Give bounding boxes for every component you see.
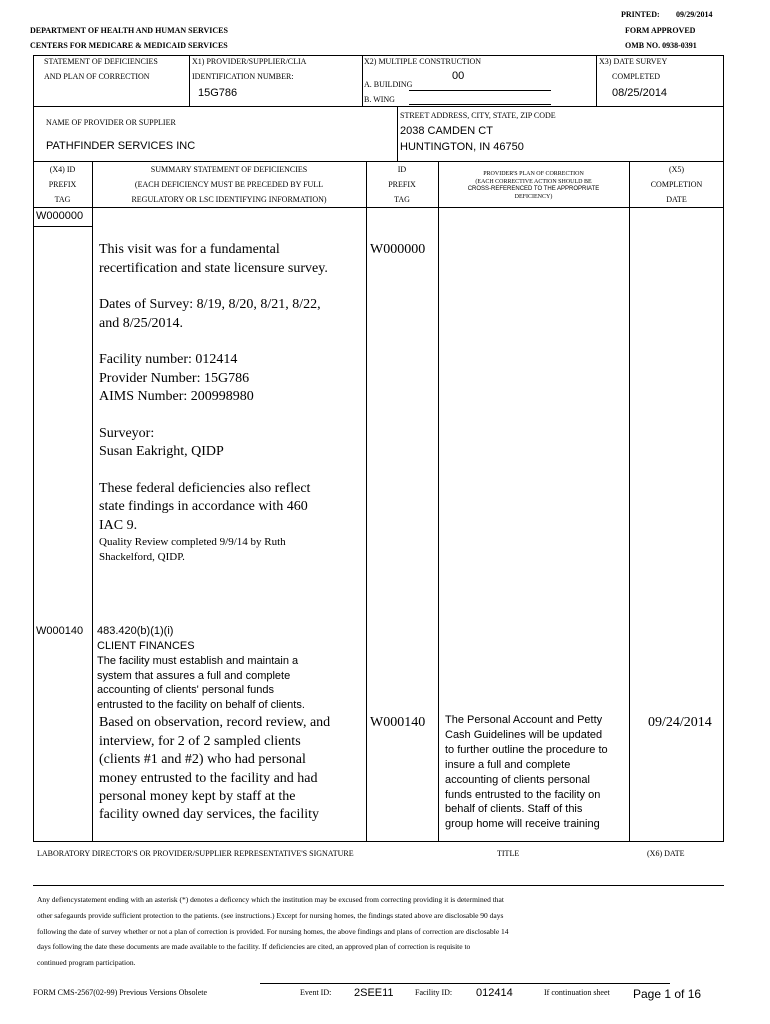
rule (33, 885, 724, 886)
observation-line-5: personal money kept by staff at the (99, 789, 296, 804)
col-summary-2: (EACH DEFICIENCY MUST BE PRECEDED BY FULL (134, 180, 324, 189)
tag-w000140: W000140 (36, 625, 84, 637)
form-id: FORM CMS-2567(02-99) Previous Versions Obsolete (33, 988, 208, 997)
omb-number: OMB NO. 0938-0391 (625, 41, 697, 50)
tag-w000140-right: W000140 (370, 715, 426, 730)
printed-label: PRINTED: (621, 10, 660, 19)
regulation-title: CLIENT FINANCES (97, 640, 195, 652)
quality-line-1: Quality Review completed 9/9/14 by Ruth (99, 536, 286, 548)
tag-w000000: W000000 (36, 210, 84, 222)
wing-label: B. WING (364, 95, 395, 104)
plan-line-6: funds entrusted to the facility on (445, 789, 601, 801)
col-id-1: ID (397, 165, 407, 174)
visit-line-1: This visit was for a fundamental (99, 242, 280, 257)
regulation-line-2: system that assures a full and complete (97, 670, 291, 682)
col-id-2: PREFIX (388, 180, 416, 189)
plan-line-2: Cash Guidelines will be updated (445, 729, 603, 741)
col-summary-1: SUMMARY STATEMENT OF DEFICIENCIES (150, 165, 308, 174)
tag-w000000-right: W000000 (370, 242, 426, 257)
rule (409, 90, 551, 91)
disclaimer-line-5: continued program participation. (37, 958, 136, 967)
x2-label: X2) MULTIPLE CONSTRUCTION (364, 57, 482, 66)
statement-label-2: AND PLAN OF CORRECTION (44, 72, 150, 81)
continuation-label: If continuation sheet (544, 988, 610, 997)
rule (596, 55, 597, 106)
col-plan-3: CROSS-REFERENCED TO THE APPROPRIATE (467, 186, 600, 192)
facility-id-label: Facility ID: (415, 988, 453, 997)
plan-line-7: behalf of clients. Staff of this (445, 803, 583, 815)
regulation-line-3: accounting of clients' personal funds (97, 684, 274, 696)
rule (33, 207, 724, 208)
address-line-2: HUNTINGTON, IN 46750 (400, 141, 524, 153)
rule (33, 161, 724, 162)
surveyor-name: Susan Eakright, QIDP (99, 444, 224, 459)
rule (33, 841, 724, 842)
x1-label: X1) PROVIDER/SUPPLIER/CLIA (192, 57, 307, 66)
date-label: (X6) DATE (647, 849, 685, 858)
disclaimer-line-4: days following the date these documents are made available to the facility. If deficiencies are cited, an approved plan of correction is requisite to (37, 942, 471, 951)
dates-line-2: and 8/25/2014. (99, 316, 183, 331)
survey-date: 08/25/2014 (612, 87, 668, 99)
quality-line-2: Shackelford, QIDP. (99, 551, 185, 563)
rule (438, 161, 439, 842)
plan-line-4: insure a full and complete (445, 759, 571, 771)
rule (260, 983, 670, 984)
regulation-line-4: entrusted to the facility on behalf of clients. (97, 699, 305, 711)
col-plan-2: (EACH CORRECTIVE ACTION SHOULD BE (475, 179, 592, 185)
centers-name: CENTERS FOR MEDICARE & MEDICAID SERVICES (30, 41, 228, 50)
federal-line-1: These federal deficiencies also reflect (99, 481, 311, 496)
form-approved: FORM APPROVED (625, 26, 696, 35)
federal-line-2: state findings in accordance with 460 (99, 499, 308, 514)
disclaimer-line-3: following the date of survey whether or not a plan of correction is provided. For nursing homes, the above findings and plans of correction are disclosable 14 (37, 927, 509, 936)
observation-line-3: (clients #1 and #2) who had personal (99, 752, 306, 767)
rule (366, 161, 367, 842)
surveyor-label: Surveyor: (99, 426, 155, 441)
federal-line-3: IAC 9. (99, 518, 138, 533)
rule (92, 161, 93, 842)
rule (33, 226, 92, 227)
regulation-number: 483.420(b)(1)(i) (97, 625, 174, 637)
col-x4-3: TAG (54, 195, 71, 204)
rule (629, 161, 630, 842)
provider-id: 15G786 (198, 87, 238, 99)
rule (33, 55, 724, 56)
observation-line-4: money entrusted to the facility and had (99, 771, 318, 786)
col-id-3: TAG (394, 195, 410, 204)
col-x5-1: (X5) (668, 165, 685, 174)
rule (33, 106, 724, 107)
provider-number: Provider Number: 15G786 (99, 371, 250, 386)
address-line-1: 2038 CAMDEN CT (400, 125, 493, 137)
provider-name: PATHFINDER SERVICES INC (46, 140, 196, 152)
event-id-label: Event ID: (300, 988, 332, 997)
building-value: 00 (452, 70, 465, 82)
signature-label: LABORATORY DIRECTOR'S OR PROVIDER/SUPPLIER REPRESENTATIVE'S SIGNATURE (37, 849, 354, 858)
rule (397, 106, 398, 161)
visit-line-2: recertification and state licensure survey. (99, 261, 328, 276)
col-x4-2: PREFIX (48, 180, 77, 189)
disclaimer-line-1: Any defiencystatement ending with an asterisk (*) denotes a deficency which the institution may be excused from correcting providing it is determined that (37, 895, 504, 904)
agency-name: DEPARTMENT OF HEALTH AND HUMAN SERVICES (30, 26, 228, 35)
observation-line-6: facility owned day services, the facility (99, 807, 320, 822)
dates-line-1: Dates of Survey: 8/19, 8/20, 8/21, 8/22, (99, 297, 321, 312)
col-summary-3: REGULATORY OR LSC IDENTIFYING INFORMATION) (131, 195, 327, 204)
plan-line-1: The Personal Account and Petty (445, 714, 603, 726)
address-label: STREET ADDRESS, CITY, STATE, ZIP CODE (400, 111, 556, 120)
aims-number: AIMS Number: 200998980 (99, 389, 254, 404)
printed-date: 09/29/2014 (676, 10, 713, 19)
observation-line-2: interview, for 2 of 2 sampled clients (99, 734, 301, 749)
observation-line-1: Based on observation, record review, and (99, 715, 331, 730)
col-x4-1: (X4) ID (49, 165, 76, 174)
facility-number: Facility number: 012414 (99, 352, 238, 367)
col-plan-1: PROVIDER'S PLAN OF CORRECTION (483, 171, 584, 177)
building-label: A. BUILDING (364, 80, 413, 89)
rule (409, 104, 551, 105)
provider-name-label: NAME OF PROVIDER OR SUPPLIER (46, 118, 176, 127)
x1-label-2: IDENTIFICATION NUMBER: (192, 72, 294, 81)
title-label: TITLE (497, 849, 520, 858)
col-x5-3: DATE (666, 195, 687, 204)
rule (189, 55, 190, 106)
regulation-line-1: The facility must establish and maintain a (97, 655, 299, 667)
statement-label: STATEMENT OF DEFICIENCIES (44, 57, 158, 66)
x3-label: X3) DATE SURVEY (599, 57, 668, 66)
plan-line-3: to further outline the procedure to (445, 744, 608, 756)
disclaimer-line-2: other safegaurds provide sufficient protection to the patients. (see instructions.) Except for nursing homes, the findings stated above are disclosable 90 days (37, 911, 504, 920)
x3-label-2: COMPLETED (612, 72, 660, 81)
completion-date: 09/24/2014 (648, 715, 712, 730)
col-x5-2: COMPLETION (650, 180, 703, 189)
col-plan-4: DEFICIENCY) (514, 194, 553, 200)
plan-line-8: group home will receive training (445, 818, 600, 830)
event-id: 2SEE11 (354, 987, 394, 999)
rule (362, 55, 363, 106)
plan-line-5: accounting of clients personal (445, 774, 590, 786)
page-number: Page 1 of 16 (633, 987, 702, 1001)
facility-id: 012414 (476, 987, 513, 999)
